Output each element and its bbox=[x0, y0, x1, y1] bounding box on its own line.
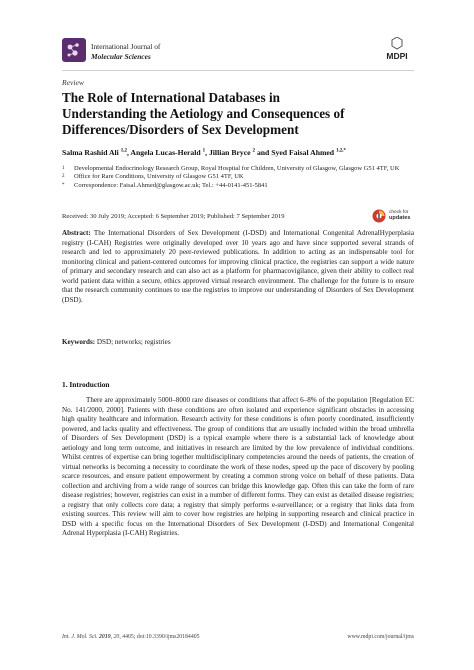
affiliation-number: * bbox=[62, 182, 65, 188]
journal-logo-icon bbox=[62, 38, 86, 62]
footer-volume: 20 bbox=[113, 634, 120, 640]
journal-name-line2: Molecular Sciences bbox=[91, 51, 151, 61]
author-name: Syed Faisal Ahmed bbox=[271, 148, 335, 157]
check-for-updates-line1: check for bbox=[389, 210, 409, 216]
footer-website[interactable]: www.mdpi.com/journal/ijms bbox=[347, 634, 414, 640]
publication-dates: Received: 30 July 2019; Accepted: 6 September 2019; Published: 7 September 2019 bbox=[62, 213, 285, 220]
abstract-text: The International Disorders of Sex Development (I-DSD) and International Congenital AdrenalHyperplasia registry (I-CAH) Registries were originally developed over 10 years ago and have since supported several strands of research and led to approximately 20 peer-reviewed publications. In addition to acting as an indispensable tool for monitoring clinical and patient-centered outcomes for improving clinical practice, the registries can support a wide nature of primary and secondary research and can also act as a platform for pharmacovigilance, given their ability to collect real world patient data within a secure, ethics approved virtual research environment. The challenge for the future is to ensure that the research community continues to use the registries to improve our understanding of Disorders of Sex Development (DSD). bbox=[62, 229, 414, 304]
affiliation-item bbox=[62, 165, 414, 173]
affiliations bbox=[62, 165, 414, 190]
author-affiliation-marker: 1 bbox=[202, 148, 206, 154]
footer-doi[interactable]: , 4405; doi:10.3390/ijms20184405 bbox=[119, 634, 200, 640]
author-name: Salma Rashid Ali bbox=[62, 148, 119, 157]
affiliation-number: 1 bbox=[62, 166, 65, 171]
article-title bbox=[62, 90, 412, 138]
header-divider bbox=[62, 70, 414, 71]
author-affiliation-marker: 1,2 bbox=[120, 148, 127, 154]
title-line: Understanding the Aetiology and Consequences of bbox=[62, 106, 345, 121]
keywords-text: DSD; networks; registries bbox=[96, 338, 171, 346]
mdpi-logo-text: MDPI bbox=[386, 51, 408, 61]
footer-journal-abbr: Int. J. Mol. Sci. bbox=[62, 634, 98, 640]
journal-name bbox=[91, 42, 160, 61]
author-name: Angela Lucas-Herald bbox=[130, 148, 201, 157]
affiliation-number: 2 bbox=[62, 174, 65, 180]
keywords bbox=[62, 338, 171, 346]
correspondence-text[interactable]: Correspondence: Faisal.Ahmed@glasgow.ac.uk; Tel.: +44-0141-451-5841 bbox=[74, 181, 268, 189]
author-affiliation-marker: 1,2,* bbox=[335, 148, 346, 154]
check-for-updates-icon bbox=[372, 209, 386, 223]
check-for-updates-badge[interactable] bbox=[372, 205, 416, 227]
abstract bbox=[62, 229, 414, 305]
section-heading: 1. Introduction bbox=[62, 380, 110, 389]
journal-name-line1: International Journal of bbox=[91, 42, 161, 51]
affiliation-text: Developmental Endocrinology Research Group, Royal Hospital for Children, University of Glasgow, Glasgow G51 4TF, UK bbox=[74, 165, 400, 172]
author-name: Jillian Bryce bbox=[208, 148, 251, 157]
title-line: The Role of International Databases in bbox=[62, 90, 280, 105]
footer-citation: Int. J. Mol. Sci. 2019, 20, 4405; doi:10.3390/ijms20184405 bbox=[62, 634, 200, 640]
footer-year: 2019 bbox=[99, 634, 111, 640]
correspondence bbox=[62, 182, 414, 190]
check-for-updates-line2: updates bbox=[389, 215, 411, 221]
section-body: There are approximately 5000–8000 rare diseases or conditions that affect 6–8% of the population [Regulation EC No. 141/2000, 2000]. Patients with these conditions are often isolated and experience significant obstacles in accessing high quality healthcare and information. Research activity for these conditions is often poorly coordinated, insufficiently powered, and lacks quality and effectiveness. The group of conditions that are usually included within the broad umbrella of Disorders of Sex Development (DSD) is a typical example where there is a substantial lack of knowledge about aetiology and long term outcome, and initiatives in research are limited by the low prevalence of individual conditions. Whilst centres of expertise can bring together multidisciplinary competencies around the needs of patients, the creation of virtual networks is becoming a necessity to coordinate the work of these nodes, speed up the pace of discovery by pooling scarce resources, and ensure patient empowerment by creating a common strong voice on behalf of these patients. Data collection and archiving from a wide range of sources can bridge this knowledge gap. Often this can take the form of rare disease registries; however, registries can exist in a number of different forms. They can exist as detailed disease registries; a registry that only collects core data; a registry that simply performs e-surveillance; or a registry that links data from existing sources. This review will aim to cover how registries are helping in supporting research and clinical practice in DSD with a specific focus on the International Disorders of Sex Development (I-DSD) and International Congenital Adrenal Hyperplasia (I-CAH) Registries. bbox=[62, 396, 414, 537]
keywords-label: Keywords: bbox=[62, 338, 96, 346]
title-line: Differences/Disorders of Sex Development bbox=[62, 122, 299, 137]
article-type: Review bbox=[62, 78, 84, 87]
affiliation-text: Office for Rare Conditions, University of Glasgow G51 4TF, UK bbox=[74, 173, 244, 181]
author-affiliation-marker: 2 bbox=[252, 148, 256, 154]
affiliation-item bbox=[62, 173, 414, 181]
abstract-label: Abstract: bbox=[62, 229, 91, 237]
mdpi-logo bbox=[378, 37, 416, 61]
author-list: Salma Rashid Ali $^{1,2}$, Angela Lucas-Herald $^1$, Jillian Bryce $^2$ and Syed Faisal Ahmed $^{1,2,*}$ bbox=[62, 148, 346, 157]
check-for-updates-label bbox=[389, 210, 410, 221]
